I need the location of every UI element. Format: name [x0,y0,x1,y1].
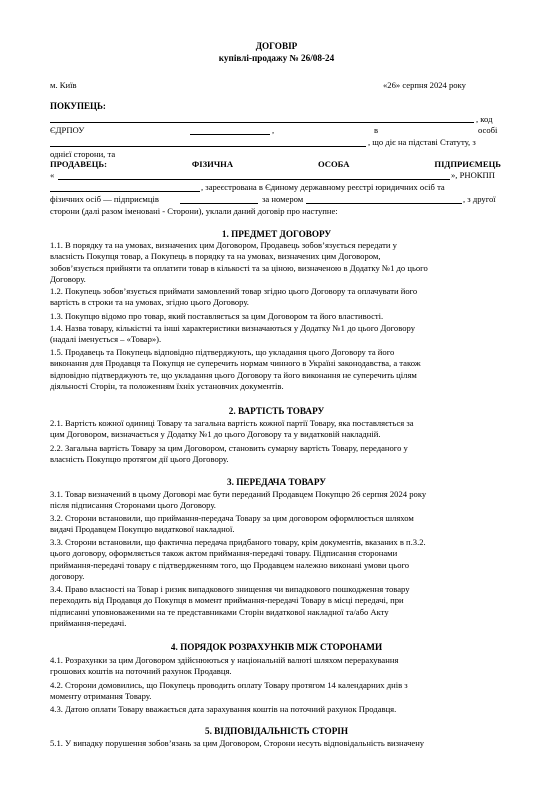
second-side: , з другої [463,194,496,204]
seller-word-2: ФІЗИЧНА [191,159,234,169]
seller-label-row [50,159,501,170]
text-line: моменту отримання Товару. [50,691,152,702]
registered-text: , зареєстрована в Єдиному державному реєстрі юридичних осіб та [201,182,445,192]
text-line: власність Покупця товар, а Покупець в порядку та на умовах, визначених цим Договором, [50,251,381,262]
text-line: 5.1. У випадку порушення зобов’язань за цим Договором, Сторони несуть відповідальність визначену [50,738,425,748]
text-line: переходить від Продавця до Покупця в момент приймання-передачі Товару в місці передачі, при [50,595,404,606]
clause-3-2 [50,513,501,536]
text-line: 1.5. Продавець та Покупець відповідно підтверджують, що укладання цього Договору та його [50,347,395,357]
clause-4-2 [50,680,501,703]
text-line: приймання-передачі товару є підтвердженням того, що Продавцем належно виконані умови цього [50,559,410,570]
document-subtitle: купівлі-продажу № 26/08-24 [218,53,335,63]
text-line: цього договору, оформляється також актом приймання-передачі товару. Підписання сторонами [50,548,398,559]
clause-2-2 [50,443,501,466]
text-line: 4.1. Розрахунки за цим Договором здійснюються у національній валюті шляхом перерахування [50,655,399,665]
text-line: 3.4. Право власності на Товар і ризик випадкового знищення чи випадкового пошкодження товару [50,584,410,594]
section-heading: 1. ПРЕДМЕТ ДОГОВОРУ [221,229,332,239]
clause-3-4 [50,584,501,630]
text-line: 2.1. Вартість кожної одиниці Товару та загальна вартість кожної партії Товару, яка поставляється за [50,418,414,428]
registration-number-blank [306,203,462,204]
clause-1-3 [50,311,501,322]
text-line: 1.3. Покупцю відомо про товар, який поставляється за цим Договором та його властивості. [50,311,384,321]
clause-3-3 [50,537,501,583]
parties-text: сторони (далі разом іменовані - Сторони), уклали даний договір про наступне: [50,206,338,216]
rnokpp-label: », РНОКПП [451,170,495,180]
edrpou-label: ЄДРПОУ [50,125,85,135]
seller-word-3: ОСОБА [317,159,350,169]
code-label: , код [476,114,493,124]
acts-on-basis: , що діє на підставі Статуту, з [368,137,476,147]
text-line: грошових коштів на поточний рахунок Продавця. [50,666,232,677]
section-heading: 4. ПОРЯДОК РОЗРАХУНКІВ МІЖ СТОРОНАМИ [170,642,383,652]
rnokpp-blank [50,191,200,192]
clause-3-1 [50,489,501,512]
text-line: видачі Продавцем Покупцю видаткової накладної. [50,524,235,535]
seller-word-4: ПІДПРИЄМЕЦЬ [434,159,501,169]
clause-2-1 [50,418,501,441]
clause-1-5 [50,347,501,393]
clause-5-1 [50,738,501,749]
text-line: (надалі іменується – «Товар»). [50,334,162,345]
in-label: в [374,125,379,135]
text-line: 3.3. Сторони встановили, що фактична передача придбаного товару, крім документів, вказаних в п.3.2. [50,537,426,547]
text-line: 4.2. Сторони домовились, що Покупець проводить оплату Товару протягом 14 календарних днів з [50,680,408,690]
clause-4-1 [50,655,501,678]
seller-word-1: ПРОДАВЕЦЬ: [50,159,107,169]
person-label: особі [478,125,498,135]
section-heading: 5. ВІДПОВІДАЛЬНІСТЬ СТОРІН [204,726,349,736]
registration-date-blank [180,203,258,204]
section-heading: 2. ВАРТІСТЬ ТОВАРУ [228,406,325,416]
text-line: Договору. [50,274,86,285]
quote-open: « [50,170,55,180]
contract-date: «26» серпня 2024 року [383,80,466,90]
clause-1-4 [50,323,501,346]
by-number-label: за номером [262,194,304,204]
clause-1-1 [50,240,501,286]
text-line: 3.2. Сторони встановили, що приймання-передача Товару за цим договором оформлюється шляхом [50,513,414,523]
text-line: договору. [50,571,85,582]
text-line: підписанні уповноваженими на те представниками Сторін видаткової накладної та/або Акту [50,606,389,617]
text-line: 1.4. Назва товару, кількістні та інші характеристики визначаються у Додатку №1 до цього Договору [50,323,416,333]
text-line: виконання для Продавця та Покупця не суперечить нормам чинного в Україні законодавства, а також [50,358,421,369]
text-line: 2.2. Загальна вартість Товару за цим Договором, становить сумарну вартість Товару, переданого у [50,443,408,453]
text-line: власність Покупцю протягом дії цього Договору. [50,454,229,465]
text-line: після підписання Сторонами цього Договору. [50,500,216,511]
text-line: зобов’язується прийняти та оплатити товар в кількості та за ціною, визначеною в Додатку №1 до цього [50,262,428,273]
document-title: ДОГОВІР [255,41,298,51]
text-line: 4.3. Датою оплати Товару вважається дата зарахування коштів на поточний рахунок Продавця. [50,704,397,714]
text-line: 1.1. В порядку та на умовах, визначених цим Договором, Продавець зобов’язується передати у [50,240,397,250]
fop-text: фізичних осіб — підприємців [50,194,159,204]
text-line: відповідно підтверджують те, що укладання цього Договору та його виконання не суперечить цілям [50,369,417,380]
clause-1-2 [50,286,501,309]
clause-4-3 [50,704,501,715]
text-line: приймання-передачі. [50,618,127,629]
text-line: діяльності Сторін, та положенням їхніх установчих документів. [50,381,284,392]
seller-name-blank [58,179,450,180]
text-line: вартість в строки та на умовах, згідно цього Договору. [50,297,249,308]
contract-city: м. Київ [50,80,77,90]
buyer-label: ПОКУПЕЦЬ: [50,101,106,111]
representative-blank [50,146,366,147]
comma-1: , [272,125,275,135]
text-line: цим Договором, визначається у Додатку №1 до цього Договору та у видатковій накладній. [50,429,381,440]
edrpou-blank [190,134,270,135]
section-heading: 3. ПЕРЕДАЧА ТОВАРУ [227,477,326,487]
text-line: 1.2. Покупець зобов’язується приймати замовлений товар згідно цього Договору та оплачувати його [50,286,418,296]
buyer-name-blank [50,122,474,123]
one-side: однієї сторони, та [50,149,116,159]
text-line: 3.1. Товар визначений в цьому Договорі має бути переданий Продавцем Покупцю 26 серпня 2024 року [50,489,427,499]
